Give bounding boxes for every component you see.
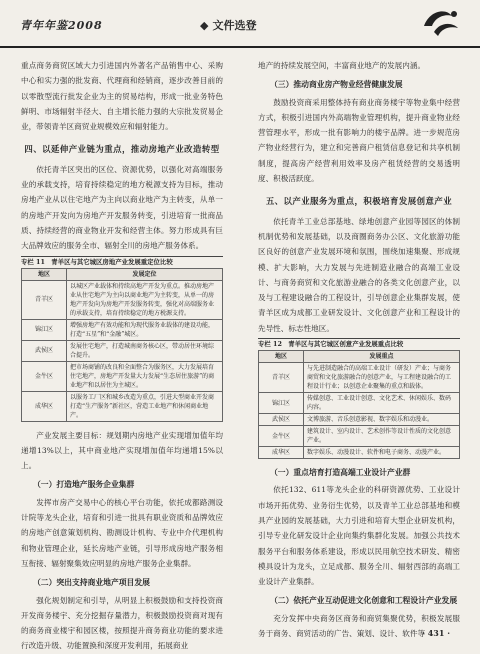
table-caption: 专栏 12 青羊区与其它城区创意产业发展重点比较 [258,338,460,350]
table-row: 武侯区 发展住宅地产，打造城南商务核心区，带动居住环境综合提升。 [22,340,223,361]
diamond-icon: ◆ [200,19,209,32]
table-header: 发展定位 [67,268,223,280]
subsection-heading: （三）推动商业房产物业经营健康发展 [270,80,403,90]
table-header: 地区 [22,268,67,280]
subsection-heading: （一）打造地产服务企业集群 [33,480,135,490]
paragraph: 依托青羊工业总部基地、绿地创意产业园等园区的体制机制优势和发展基础，以及商圈商务办公区、文化旅游功能区良好的创意产业发展环境和氛围，围绕加速集聚、形成规模、扩大影响，大力发展与先进制造业融合的高端工业设计、与商务商贸和文化旅游业融合的各类文化创意产业，以及与工程建设融合的工程设计，引导创意企业集群发展，使青羊区成为成都工业研发设计、文化创意产业和工程设计的先导性、标志性地区。 [258,216,460,333]
paragraph: 重点商务商贸区域大力引进国内外著名产品销售中心、采购中心和实力强的批发商、代理商和经销商，逐步改善目前的以零散型流行批发企业为主的贸易结构，形成一批业务特色鲜明、市场辐射半径大、自主增长能力强的大宗批发贸易企业，带领青羊区商贸业规模效应和辐射能力。 [21,61,223,132]
table-row: 青羊区 以城区产业载体和持续高地产开发为重点。推动房地产业从住宅地产为主向以商业地产为主转变，从单一的房地产开发向为房地产开发服务转变，强化对高端服务业的承载支持，培育持续稳定的地方税源支持。 [22,280,223,319]
paragraph: 充分发挥中央商务区商务和商贸集聚优势，积极发展服务于商务、商贸活动的广告、策划、设计、软件等 [258,613,460,639]
table-row: 锦江区 传媒创意、工业设计创意、文化艺术、休闲娱乐、数码内容。 [259,393,460,414]
paragraph: 依托132、611等龙头企业的科研资源优势、工业设计市场开拓优势、业务衍生优势，以及青羊工业总部基地和模具产业园的发展基础，大力引进和培育大型企业研发机构，引导专业化研发设计企业向集约集群化发展。加强公共技术服务平台和服务体系建设，形成以民用航空技术研发、精密模具设计为龙头，立足成都、服务全川、辐射西部的高端工业设计产业集群。 [258,485,460,587]
table-row: 成华区 以服务工厂区和城乡改造为重点，引进大型商业开发商打造“生产服务”新社区，营造工业地产和休闲商业地产。 [22,391,223,421]
paragraph: 强化规划制定和引导，从明显上积极鼓励和支持投资商开发商务楼宇、充分挖掘存量潜力，积极鼓励投资商对现有的商务商业楼宇和园区楼，按照提升商务商业功能的要求进行改造升级、功能置换和深度开发利用，拓展商业 [21,595,223,651]
table-caption: 专栏 11 青羊区与其它城区房地产业发展重定位比较 [21,256,223,268]
yearbook-title: 青年年鉴2008 [20,19,103,32]
table-row: 武侯区 文博旅游、音乐创意影视、数字娱乐和动漫业。 [259,414,460,426]
paragraph: 产业发展主要目标：规划期内房地产业实现增加值年均递增13%以上，其中商业地产实现增加值年均递增15%以上。 [21,430,223,471]
section-heading: 五、以产业服务为重点，积极培育发展创意产业 [265,196,453,207]
page-number: · 431 · [422,628,450,638]
paragraph: 发挥市房产交易中心的核心平台功能，依托成都路测设计院等龙头企业，培育和引进一批具有职业资质和品牌效应的房地产创意策划机构、勘测设计机构、专业中介代理机构和物业管理企业，延长房地产业链，引导形成房地产服务相互衔接、辐射聚集效应明显的房地产服务企业集群。 [21,497,223,568]
table-row: 青羊区 与先进制造融合的高端工业设计（研发）产业；与商务商贸和文化旅游融合的创意产业，与工程建设融合的工程设计行业；以创意企业聚集的重点和载体。 [259,363,460,393]
subsection-heading: （一）重点培育打造高端工业设计产业群 [270,468,411,478]
paragraph: 鼓励投资商采用整体持有商业商务楼宇等物业集中经营方式，积极引进国内外高端物业管理机构，提升商业物业经营管理水平，形成一批有影响力的楼宇品牌。进一步规范房产物业经营行为，建立和完善商户租赁信息登记和共享机制制度，提高房产经营利用效率及房产租赁经营的交易透明度、积极活跃度。 [258,97,460,184]
right-column [258,58,460,641]
table-row: 成华区 数字娱乐、动漫设计、软件和电子商务、动漫产业。 [259,447,460,459]
page-header [0,0,480,48]
left-column [21,58,223,654]
sidebar-table-12 [258,338,460,459]
paragraph: 地产的持续发展空间，丰富商业地产的发展内涵。 [258,61,426,70]
table-row: 锦江区 增强房地产有效功能和为现代服务业载体的建设功能，打造“五星”和“金融”城区。 [22,319,223,340]
section-title: ◆ 文件选登 [200,19,257,32]
paragraph: 依托青羊区突出的区位、资源优势，以强化对高端服务业的承载支持，培育持续稳定的地方税源支持为目标，推动房地产业从以住宅地产为主向以商业地产为主转变，从单一的房地产开发向为房地产开发服务转变，引进培育一批商品质、持续经营的商业物业开发和经营主体。努力形成具有巨大品牌效应的服务全市、辐射全川的房地产服务体系。 [21,164,223,251]
sidebar-table-11 [21,256,223,422]
subsection-heading: （二）依托产业互动促进文化创意和工程设计产业发展 [270,596,458,606]
table-header: 发展重点 [304,351,460,363]
subsection-heading: （二）突出支持商业地产项目发展 [33,578,150,588]
yearbook-logo [420,6,462,40]
table-row: 金牛区 把市场商铺的改良和全面整合为服务区，大力发展培育住宅地产，房地产开发量大力发展“生态居住旅游”的商业地产和以居住为主城区。 [22,361,223,391]
table-header: 地区 [259,351,304,363]
section-heading: 四、以延伸产业链为重点，推动房地产业改造转型 [24,144,220,155]
table-row: 金牛区 建筑设计、室内设计、艺术创作等设计性质的文化创意产业。 [259,426,460,447]
